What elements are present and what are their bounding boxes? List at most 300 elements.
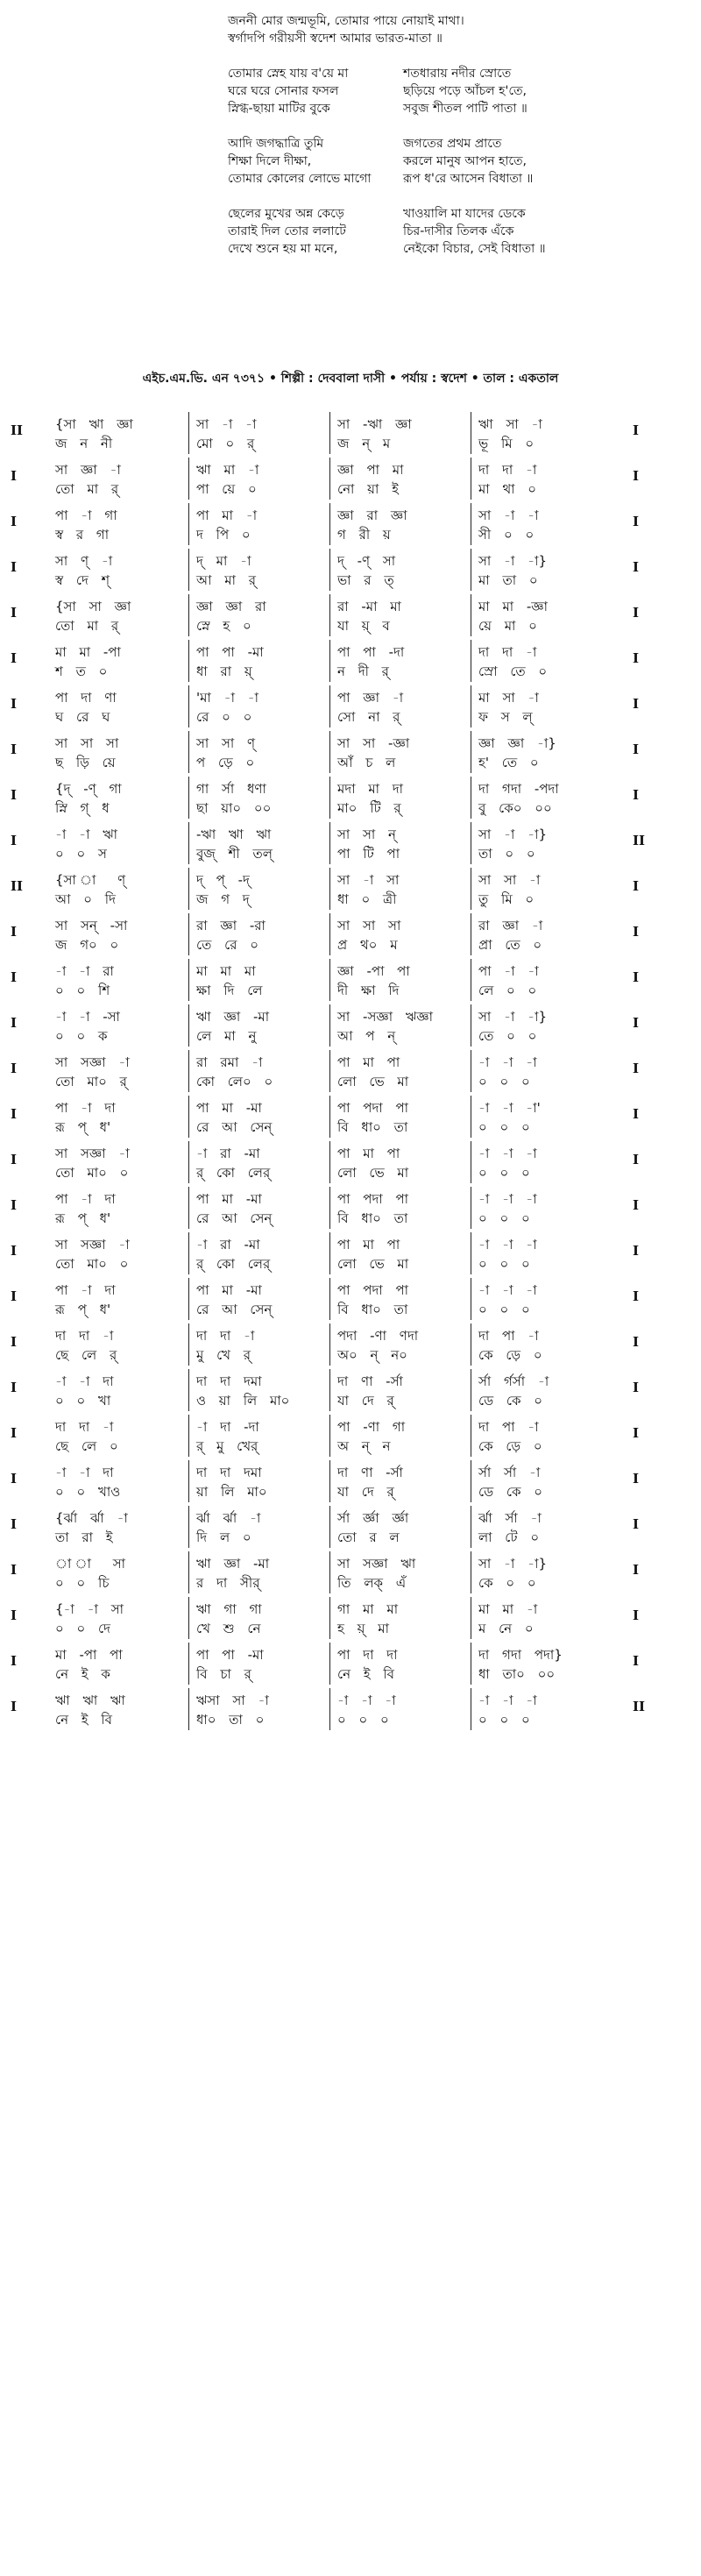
notation-row (0, 503, 701, 549)
syllable-text: ম নে ০ (478, 1621, 534, 1636)
swara-text: দা গদা -পদা (478, 781, 559, 797)
swara-text: সা -া -া (196, 416, 257, 432)
notation-row (0, 913, 701, 959)
syllable-text: ক্ষা দি লে (196, 983, 263, 998)
measure (48, 1597, 189, 1639)
measure (330, 822, 471, 864)
barline-end: I (633, 969, 640, 985)
measure (330, 503, 471, 545)
swara-text: মা -পা পা (55, 1647, 123, 1663)
measure (48, 503, 189, 545)
swara-text: সা ণ্ -া (55, 553, 113, 569)
swara-text: {সা ঋা জ্ঞা (55, 416, 133, 432)
swara-text: দ্ প্ -দ্ (196, 872, 250, 888)
lyrics-right: শতধারায় নদীর স্রোতে (403, 67, 512, 81)
barline-end: I (633, 1152, 640, 1167)
syllable-text: বি ধা০ তা (337, 1119, 408, 1135)
syllable-text: বি ধা০ তা (337, 1302, 408, 1317)
syllable-text: কে ০ ০ (478, 1575, 536, 1591)
measure (189, 640, 330, 682)
syllable-text: ০ ০ ০ (478, 1210, 530, 1226)
barline-start: I (11, 1061, 18, 1076)
notation-row (0, 731, 701, 777)
swara-text: পা পা -মা (196, 644, 264, 660)
swara-text: সা সজ্ঞা -া (55, 1054, 130, 1070)
measure (48, 1506, 189, 1548)
measure (189, 503, 330, 545)
swara-text: দ্ -ণ্ সা (337, 553, 396, 569)
swara-text: ঋা ঋা ঋা (55, 1692, 125, 1708)
lyrics-right: খাওয়ালি মা যাদের ডেকে (403, 207, 526, 221)
syllable-text: দি ল ০ (196, 1529, 251, 1545)
syllable-text: তে ০ ০ (478, 1028, 537, 1044)
swara-text: পা -ণা গা (337, 1419, 406, 1435)
syllable-text: আ মা র্ (196, 572, 256, 588)
lyrics-right: চির-দাসীর তিলক এঁকে (403, 224, 514, 238)
barline-end: I (633, 1380, 640, 1395)
barline-end: I (633, 422, 640, 438)
barline-start: I (11, 1425, 18, 1441)
measure (471, 1460, 612, 1502)
barline-start: I (11, 969, 18, 985)
measure (189, 731, 330, 773)
syllable-text: লে মা নু (196, 1028, 257, 1044)
measure (471, 594, 612, 636)
syllable-text: র্ কো লের্ (196, 1165, 271, 1181)
measure (330, 959, 471, 1001)
swara-text: পা মা -া (196, 507, 258, 523)
swara-text: জ্ঞা রা জ্ঞা (337, 507, 407, 523)
measure (330, 1688, 471, 1730)
syllable-text: রূ প্ ধ' (55, 1119, 111, 1135)
swara-text: সা সা -া (478, 872, 541, 888)
syllable-text: আঁ চ ল (337, 755, 396, 770)
barline-end: I (633, 1061, 640, 1076)
notation-row (0, 1141, 701, 1187)
barline-end: I (633, 1243, 640, 1259)
lyrics-right: ছড়িয়ে পড়ে আঁচল হ'তে, (403, 84, 527, 98)
swara-text: {র্ঝা র্ঝা -া (55, 1510, 128, 1526)
barline-end: I (633, 559, 640, 575)
swara-text: -া -া -সা (55, 1009, 120, 1025)
syllable-text: স্ব র গা (55, 527, 110, 543)
swara-text: রা জ্ঞা -া (478, 918, 543, 933)
swara-text: পা পদা পা (337, 1282, 409, 1298)
lyrics-line (0, 100, 701, 117)
swara-text: রা রমা -া (196, 1054, 263, 1070)
swara-text: সা সজ্ঞা ঋা (337, 1556, 416, 1572)
measure (471, 1278, 612, 1320)
barline-end: I (633, 1425, 640, 1441)
measure (330, 1323, 471, 1366)
measure (330, 1232, 471, 1274)
barline-start: I (11, 1197, 18, 1213)
syllable-text: রে আ সেন্ (196, 1119, 273, 1135)
syllable-text: ০ ০ দে (55, 1621, 111, 1636)
swara-text: জ্ঞা -পা পা (337, 963, 410, 979)
swara-text: দা দা -া (478, 462, 537, 478)
lyrics-line (0, 240, 701, 258)
swara-text: মদা মা দা (337, 781, 404, 797)
syllable-text: নে ই বি (55, 1712, 113, 1728)
syllable-text: ভা র ত্ (337, 572, 394, 588)
measure (48, 594, 189, 636)
measure (189, 868, 330, 910)
swara-text: গা মা মা (337, 1601, 399, 1617)
lyrics-line (0, 223, 701, 240)
barline-start: I (11, 559, 18, 575)
measure (471, 868, 612, 910)
measure (471, 1004, 612, 1047)
swara-text: সা সা ন্ (337, 827, 397, 842)
swara-text: ঋসা সা -া (196, 1692, 269, 1708)
swara-text: মা সা -া (478, 690, 539, 706)
notation-row (0, 777, 701, 822)
swara-text: রা -মা মা (337, 599, 401, 614)
swara-text: পা মা -মা (196, 1191, 262, 1207)
measure (48, 1369, 189, 1411)
swara-text: পা মা -মা (196, 1100, 262, 1116)
measure (330, 913, 471, 955)
barline-start: I (11, 1516, 18, 1532)
syllable-text: সো না র্ (337, 709, 400, 725)
barline-end: II (633, 833, 646, 848)
swara-text: মা মা -া (478, 1601, 538, 1617)
syllable-text: মু খে র্ (196, 1347, 251, 1363)
barline-end: I (633, 605, 640, 621)
measure (189, 1050, 330, 1092)
swara-text: পা পদা পা (337, 1100, 409, 1116)
swara-text: {সা া ণ্ (55, 872, 126, 888)
measure (330, 1050, 471, 1092)
measure (330, 777, 471, 819)
barline-end: I (633, 1607, 640, 1623)
notation-row (0, 685, 701, 731)
measure (189, 1187, 330, 1229)
measure (330, 1096, 471, 1138)
measure (189, 594, 330, 636)
measure (48, 1278, 189, 1320)
swara-text: দা দা দমা (196, 1465, 262, 1480)
measure (330, 868, 471, 910)
swara-text: দা ণা -র্সা (337, 1373, 403, 1389)
barline-end: II (633, 1699, 646, 1714)
measure (189, 458, 330, 500)
measure (330, 1460, 471, 1502)
measure (189, 1415, 330, 1457)
swara-text: -া -া দা (55, 1465, 114, 1480)
measure (471, 1597, 612, 1639)
measure (189, 685, 330, 727)
syllable-text: রে আ সেন্ (196, 1302, 273, 1317)
syllable-text: তা রা ই (55, 1529, 113, 1545)
lyrics-line: জননী মোর জন্মভূমি, তোমার পায়ে নোয়াই মাথা। (228, 14, 464, 28)
barline-end: I (633, 742, 640, 757)
swara-text: দা দা -া (478, 644, 537, 660)
swara-text: {দ্ -ণ্ গা (55, 781, 122, 797)
lyrics-left: ঘরে ঘরে সোনার ফসল (228, 84, 339, 98)
lyrics-right: জগতের প্রথম প্রাতে (403, 137, 502, 151)
swara-text: সা -া -া} (478, 827, 548, 842)
measure (471, 503, 612, 545)
lyrics-right: করলে মানুষ আপন হাতে, (403, 154, 527, 168)
measure (48, 1141, 189, 1183)
notation-row (0, 1460, 701, 1506)
measure (330, 549, 471, 591)
syllable-text: পা টি পা (337, 846, 400, 862)
notation-row (0, 1506, 701, 1551)
measure (189, 1597, 330, 1639)
syllable-text: রূ প্ ধ' (55, 1302, 111, 1317)
syllable-text: স্নি গ্ ধ (55, 800, 110, 816)
notation-row (0, 412, 701, 458)
swara-text: মা মা -পা (55, 644, 121, 660)
measure (471, 1141, 612, 1183)
syllable-text: তু মি ০ (478, 891, 535, 907)
swara-text: -া -া ঋা (55, 827, 117, 842)
measure (330, 1597, 471, 1639)
notation-row (0, 1323, 701, 1369)
lyrics-stanza (0, 65, 701, 117)
notation-row (0, 822, 701, 868)
lyrics-line (0, 170, 701, 188)
notation-row (0, 640, 701, 685)
lyrics-line (0, 135, 701, 153)
syllable-text: ০ ০ ০ (478, 1256, 530, 1272)
swara-text: সা -া সা (337, 872, 400, 888)
lyrics-left: তোমার কোলের লোভে মাগো (228, 172, 372, 186)
measure (471, 1323, 612, 1366)
measure (48, 777, 189, 819)
syllable-text: জ গ দ্ (196, 891, 250, 907)
measure (48, 822, 189, 864)
swara-text: র্সা র্সা -া (478, 1465, 541, 1480)
swara-text: গা র্সা ধণা (196, 781, 266, 797)
syllable-text: লো ভে মা (337, 1256, 409, 1272)
notation-row (0, 594, 701, 640)
swara-text: পা -া গা (55, 507, 117, 523)
swara-text: সা সা সা (55, 735, 119, 751)
swara-text: ঋা জ্ঞা -মা (196, 1556, 270, 1572)
measure (48, 640, 189, 682)
swara-text: দা ণা -র্সা (337, 1465, 403, 1480)
swara-text: দা দা -া (55, 1419, 114, 1435)
barline-start: I (11, 696, 18, 712)
barline-end: I (633, 1015, 640, 1031)
measure (471, 1369, 612, 1411)
lyrics-left: দেখে শুনে হয় মা মনে, (228, 242, 338, 256)
lyrics-right: সবুজ শীতল পাটি পাতা ॥ (403, 102, 528, 116)
swara-text: পা মা পা (337, 1237, 400, 1253)
swara-text: -া -া -া (478, 1191, 537, 1207)
notation-row (0, 1096, 701, 1141)
swara-text: পা দা ণা (55, 690, 117, 706)
barline-start: I (11, 1562, 18, 1578)
lyrics-stanza (0, 135, 701, 188)
syllable-text: ধা ০ ত্রী (337, 891, 397, 907)
swara-text: সা সা -জ্ঞা (337, 735, 410, 751)
measure (471, 913, 612, 955)
swara-text: -ঋা ঋা ঋা (196, 827, 272, 842)
swara-text: ঋা জ্ঞা -মা (196, 1009, 270, 1025)
syllable-text: কো লে০ ০ (196, 1074, 273, 1089)
swara-text: ঋা মা -া (196, 462, 259, 478)
syllable-text: র্ কো লের্ (196, 1256, 271, 1272)
barline-end: I (633, 878, 640, 894)
measure (330, 731, 471, 773)
lyrics-left: স্নিগ্ধ-ছায়া মাটির বুকে (228, 102, 330, 116)
syllable-text: প্র থ০ ম (337, 937, 398, 953)
measure (471, 822, 612, 864)
swara-text: সা -া -া (478, 507, 539, 523)
measure (48, 1643, 189, 1685)
swara-text: {সা সা জ্ঞা (55, 599, 131, 614)
barline-end: I (633, 696, 640, 712)
barline-start: II (11, 422, 24, 438)
syllable-text: লো ভে মা (337, 1074, 409, 1089)
notation-row (0, 1597, 701, 1643)
record-info: এইচ.এম.ভি. এন ৭৩৭১ • শিল্পী : দেববালা দাসী • পর্যায় : স্বদেশ • তাল : একতাল (142, 372, 559, 386)
measure (471, 1050, 612, 1092)
swara-text: দা দা -া (196, 1328, 255, 1344)
measure (471, 1551, 612, 1593)
swara-text: -া -া -া (478, 1146, 537, 1161)
measure (48, 1460, 189, 1502)
lyrics-left: ছেলের মুখের অন্ন কেড়ে (228, 207, 344, 221)
measure (189, 777, 330, 819)
barline-start: I (11, 787, 18, 803)
syllable-text: ছ ড়ি য়ে (55, 755, 116, 770)
barline-end: I (633, 924, 640, 940)
syllable-text: অ ন্ ন (337, 1438, 391, 1454)
measure (189, 1460, 330, 1502)
lyrics-line (0, 65, 701, 82)
swara-text: -া রা -মা (196, 1146, 260, 1161)
barline-start: I (11, 1607, 18, 1623)
measure (48, 1323, 189, 1366)
barline-start: I (11, 1152, 18, 1167)
barline-start: I (11, 1334, 18, 1350)
notation-row (0, 868, 701, 913)
measure (471, 412, 612, 454)
measure (48, 549, 189, 591)
measure (48, 868, 189, 910)
syllable-text: পা য়ে ০ (196, 481, 257, 497)
syllable-text: লা টে ০ (478, 1529, 540, 1545)
syllable-text: দী ক্ষা দি (337, 983, 400, 998)
swara-text: ঋা গা গা (196, 1601, 262, 1617)
swara-text: দা পা -া (478, 1328, 539, 1344)
syllable-text: প ড়ে ০ (196, 755, 255, 770)
syllable-text: যা দে র্ (337, 1484, 394, 1500)
measure (471, 1232, 612, 1274)
swara-text: পা পদা পা (337, 1191, 409, 1207)
measure (189, 959, 330, 1001)
syllable-text: ডে কে ০ (478, 1393, 542, 1409)
measure (189, 913, 330, 955)
syllable-text: ০ ০ ০ (478, 1302, 530, 1317)
swara-text: পা মা পা (337, 1054, 400, 1070)
lyrics-left: শিক্ষা দিলে দীক্ষা, (228, 154, 312, 168)
syllable-text: ভূ মি ০ (478, 436, 535, 451)
swara-text: -া -া -া (478, 1237, 537, 1253)
syllable-text: ০ ০ ০ (478, 1712, 530, 1728)
syllable-text: তো র ল (337, 1529, 400, 1545)
swara-text: পা পা -মা (196, 1647, 264, 1663)
syllable-text: সী ০ ০ (478, 527, 535, 543)
notation-row (0, 1278, 701, 1323)
syllable-text: ধা তা০ ০০ (478, 1666, 556, 1682)
measure (330, 1004, 471, 1047)
notation-row (0, 1643, 701, 1688)
notation-row (0, 1232, 701, 1278)
swara-text: রা জ্ঞা -রা (196, 918, 266, 933)
barline-start: I (11, 1288, 18, 1304)
syllable-text: ০ ০ শি (55, 983, 110, 998)
swara-text: দা দা -া (55, 1328, 114, 1344)
swara-text: পা -া দা (55, 1282, 116, 1298)
syllable-text: তো মা র্ (55, 481, 119, 497)
swara-text: সা -া -া} (478, 1556, 548, 1572)
syllable-text: ধা০ তা ০ (196, 1712, 265, 1728)
notation-row (0, 549, 701, 594)
swara-text: পা মা -মা (196, 1282, 262, 1298)
swara-text: পা জ্ঞা -া (337, 690, 404, 706)
syllable-text: আ ০ দি (55, 891, 116, 907)
measure (330, 685, 471, 727)
syllable-text: নে ই বি (337, 1666, 395, 1682)
syllable-text: দ পি ০ (196, 527, 251, 543)
swara-text: র্সা র্গর্সা -া (478, 1373, 549, 1389)
notation-row (0, 1369, 701, 1415)
swara-text: সা -া -া} (478, 1009, 548, 1025)
syllable-text: তা ০ ০ (478, 846, 535, 862)
swara-text: -া রা -মা (196, 1237, 260, 1253)
barline-start: I (11, 1243, 18, 1259)
syllable-text: ছে লে ০ (55, 1438, 118, 1454)
syllable-text: য়া লি মা০ (196, 1484, 267, 1500)
measure (189, 1004, 330, 1047)
barline-start: I (11, 468, 18, 484)
syllable-text: ঘ রে ঘ (55, 709, 110, 725)
swara-text: পদা -ণা ণদা (337, 1328, 419, 1344)
swara-text: া া সা (55, 1556, 125, 1572)
syllable-text: ০ ০ ০ (478, 1074, 530, 1089)
swara-text: র্ঝা র্সা -া (478, 1510, 542, 1526)
measure (471, 731, 612, 773)
syllable-text: বি চা র্ (196, 1666, 251, 1682)
swara-text: -া -া দা (55, 1373, 114, 1389)
syllable-text: মা তা ০ (478, 572, 538, 588)
measure (48, 1187, 189, 1229)
swara-text: -া -া রা (55, 963, 114, 979)
syllable-text: ফ স ল্ (478, 709, 533, 725)
syllable-text: বুজ্ শী তল্ (196, 846, 273, 862)
syllable-text: তো মা র্ (55, 618, 119, 634)
barline-end: I (633, 1334, 640, 1350)
syllable-text: হ য়্ মা (337, 1621, 389, 1636)
swara-text: পা পা -দা (337, 644, 405, 660)
barline-end: I (633, 468, 640, 484)
swara-text: -া -া -া (478, 1282, 537, 1298)
syllable-text: যা য়্ ব (337, 618, 390, 634)
swara-text: পা -া দা (55, 1191, 116, 1207)
measure (330, 1278, 471, 1320)
measure (471, 777, 612, 819)
swara-text: সা সজ্ঞা -া (55, 1146, 130, 1161)
measure (189, 1551, 330, 1593)
barline-start: I (11, 514, 18, 529)
